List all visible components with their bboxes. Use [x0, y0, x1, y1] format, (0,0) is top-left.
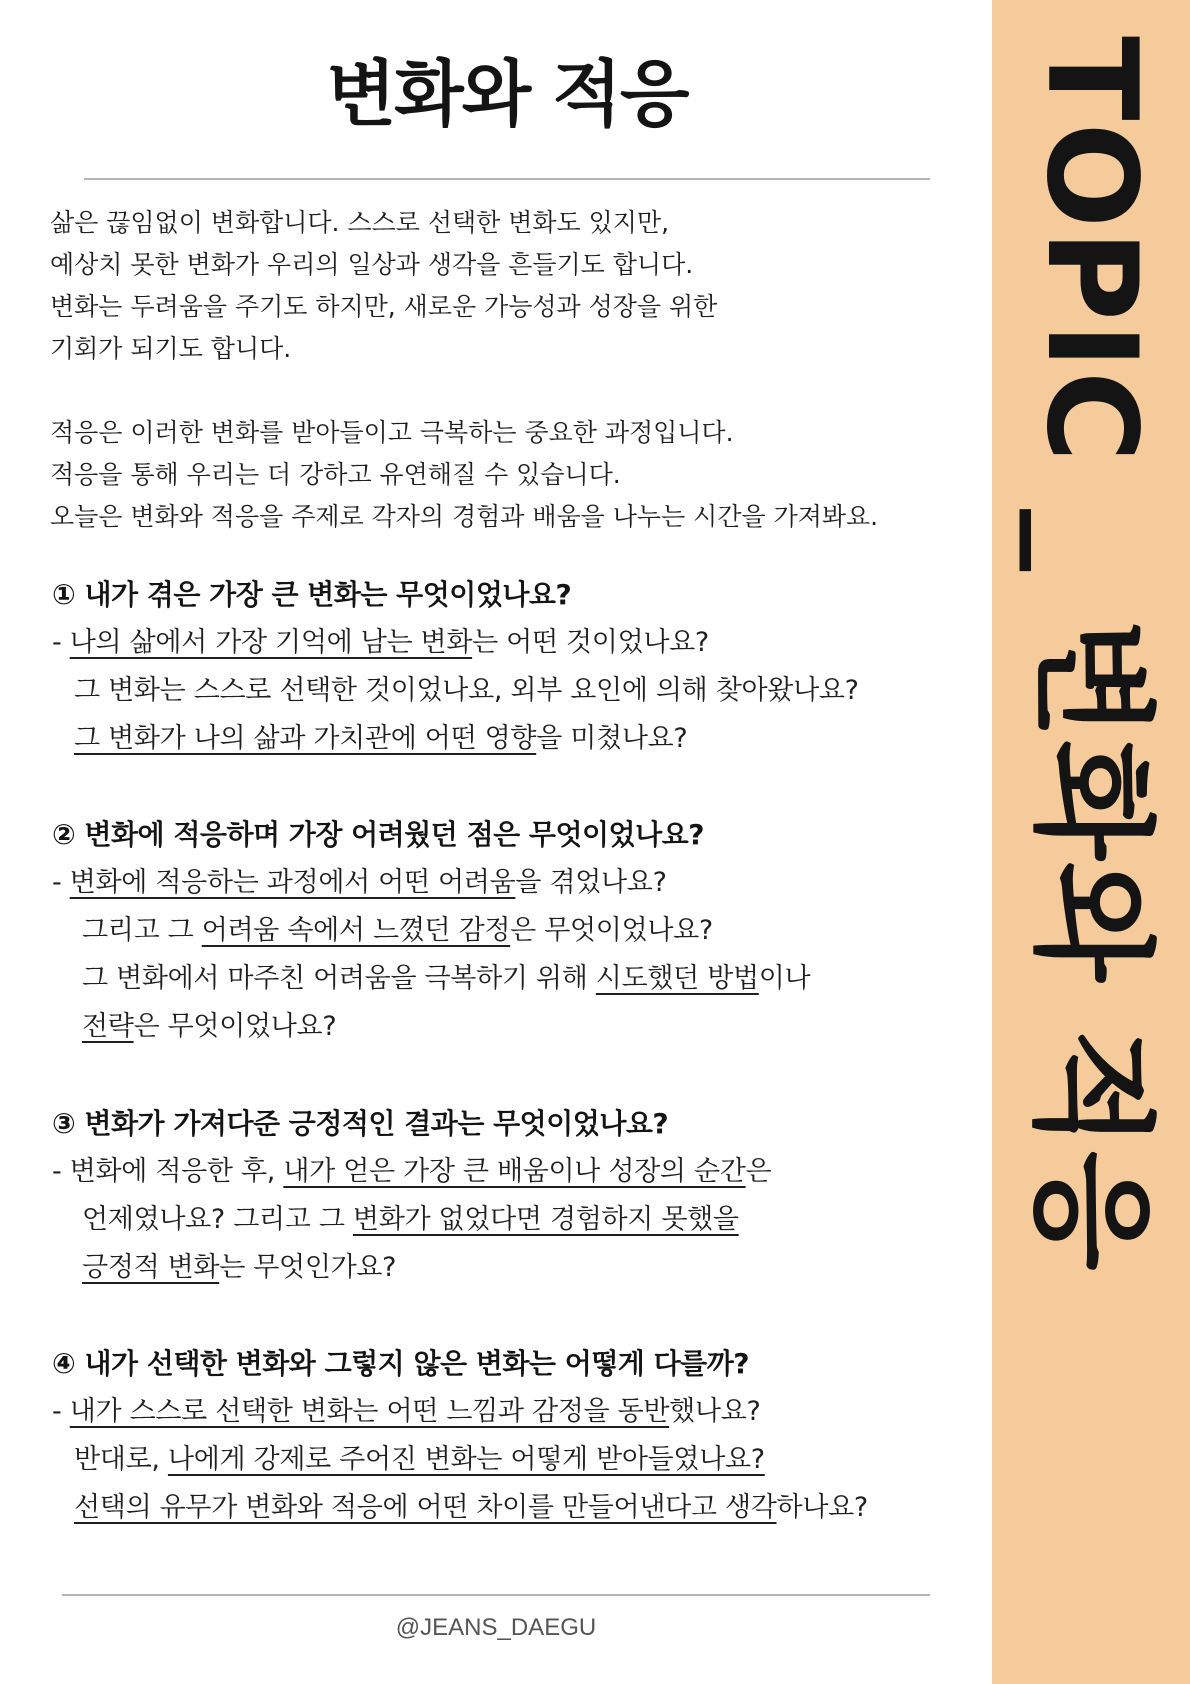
question-line — [52, 1484, 982, 1532]
question-line — [52, 1148, 982, 1196]
underlined-phrase: 변화가 없었다면 경험하지 못했을 — [352, 1204, 739, 1235]
line-text: 그 변화에서 마주친 어려움을 극복하기 위해 — [82, 963, 596, 994]
underlined-phrase: 나에게 강제로 주어진 변화는 어떻게 받아들였나요? — [167, 1444, 765, 1475]
question-line — [52, 715, 982, 763]
intro-line: 적응을 통해 우리는 더 강하고 유연해질 수 있습니다. — [50, 460, 621, 489]
topic-sidebar — [992, 0, 1190, 1684]
underlined-phrase: 그 변화가 나의 삶과 가치관에 어떤 영향 — [74, 723, 537, 754]
line-prefix: - — [52, 1396, 70, 1427]
question-block-2 — [52, 811, 982, 1051]
footer-handle: @JEANS_DAEGU — [395, 1614, 597, 1641]
line-prefix: - — [52, 867, 70, 898]
line-text: 이나 — [758, 963, 811, 994]
footer-divider — [62, 1594, 930, 1596]
underlined-phrase: 선택의 유무가 변화와 적응에 어떤 차이를 만들어낸다고 생각 — [74, 1492, 777, 1523]
line-prefix: - — [52, 627, 70, 658]
question-line — [52, 619, 982, 667]
line-text: 언제였나요? 그리고 그 — [82, 1204, 353, 1235]
intro-line: 삶은 끊임없이 변화합니다. 스스로 선택한 변화도 있지만, — [50, 208, 670, 237]
question-heading: ③ 변화가 가져다준 긍정적인 결과는 무엇이었나요? — [52, 1107, 669, 1140]
question-line — [52, 1196, 982, 1244]
question-line — [52, 955, 982, 1003]
line-prefix: - 변화에 적응한 후, — [52, 1156, 284, 1187]
question-line — [52, 1003, 982, 1051]
question-line — [52, 1436, 982, 1484]
page-title: 변화와 적응 — [326, 52, 688, 136]
line-text: 그 변화는 스스로 선택한 것이었나요, 외부 요인에 의해 찾아왔나요? — [74, 675, 859, 706]
line-text: 는 무엇인가요? — [219, 1252, 397, 1283]
title-divider — [84, 178, 930, 180]
line-text: 은 — [745, 1156, 772, 1187]
line-text: 을 미쳤나요? — [536, 723, 688, 754]
underlined-phrase: 전략 — [82, 1011, 134, 1042]
intro-line: 적응은 이러한 변화를 받아들이고 극복하는 중요한 과정입니다. — [50, 418, 734, 447]
line-text: 은 무엇이었나요? — [133, 1011, 337, 1042]
paragraph-gap — [50, 370, 970, 412]
intro-line: 예상치 못한 변화가 우리의 일상과 생각을 흔들기도 합니다. — [50, 250, 694, 279]
underlined-phrase: 내가 스스로 선택한 변화는 어떤 느낌과 감정을 동반 — [69, 1396, 670, 1427]
underlined-phrase: 나의 삶에서 가장 기억에 남는 변화 — [69, 627, 473, 658]
line-text: 하나요? — [776, 1492, 868, 1523]
question-line — [52, 907, 982, 955]
line-text: 는 어떤 것이었나요? — [472, 627, 709, 658]
underlined-phrase: 긍정적 변화 — [82, 1252, 220, 1283]
question-block-1 — [52, 571, 982, 763]
question-line — [52, 1244, 982, 1292]
question-heading: ④ 내가 선택한 변화와 그렇지 않은 변화는 어떻게 다를까? — [52, 1347, 749, 1380]
intro-paragraphs — [50, 202, 970, 538]
sidebar-topic-text: TOPIC _ 변화와 적응 — [1019, 36, 1163, 1273]
question-line — [52, 859, 982, 907]
question-line — [52, 1388, 982, 1436]
line-text: 그리고 그 — [82, 915, 202, 946]
underlined-phrase: 변화에 적응하는 과정에서 어떤 어려움 — [69, 867, 516, 898]
question-block-4 — [52, 1340, 982, 1532]
question-block-3 — [52, 1100, 982, 1292]
intro-line: 오늘은 변화와 적응을 주제로 각자의 경험과 배움을 나누는 시간을 가져봐요. — [50, 502, 879, 531]
intro-line: 기회가 되기도 합니다. — [50, 334, 292, 363]
underlined-phrase: 내가 얻은 가장 큰 배움이나 성장의 순간 — [283, 1156, 746, 1187]
question-heading: ① 내가 겪은 가장 큰 변화는 무엇이었나요? — [52, 578, 572, 611]
line-text: 은 무엇이었나요? — [510, 915, 713, 946]
question-line — [52, 667, 982, 715]
question-heading: ② 변화에 적응하며 가장 어려웠던 점은 무엇이었나요? — [52, 818, 704, 851]
line-text: 반대로, — [74, 1444, 168, 1475]
line-text: 했나요? — [669, 1396, 761, 1427]
underlined-phrase: 시도했던 방법 — [595, 963, 759, 994]
intro-line: 변화는 두려움을 주기도 하지만, 새로운 가능성과 성장을 위한 — [50, 292, 718, 321]
line-text: 을 겪었나요? — [515, 867, 667, 898]
underlined-phrase: 어려움 속에서 느꼈던 감정 — [201, 915, 511, 946]
